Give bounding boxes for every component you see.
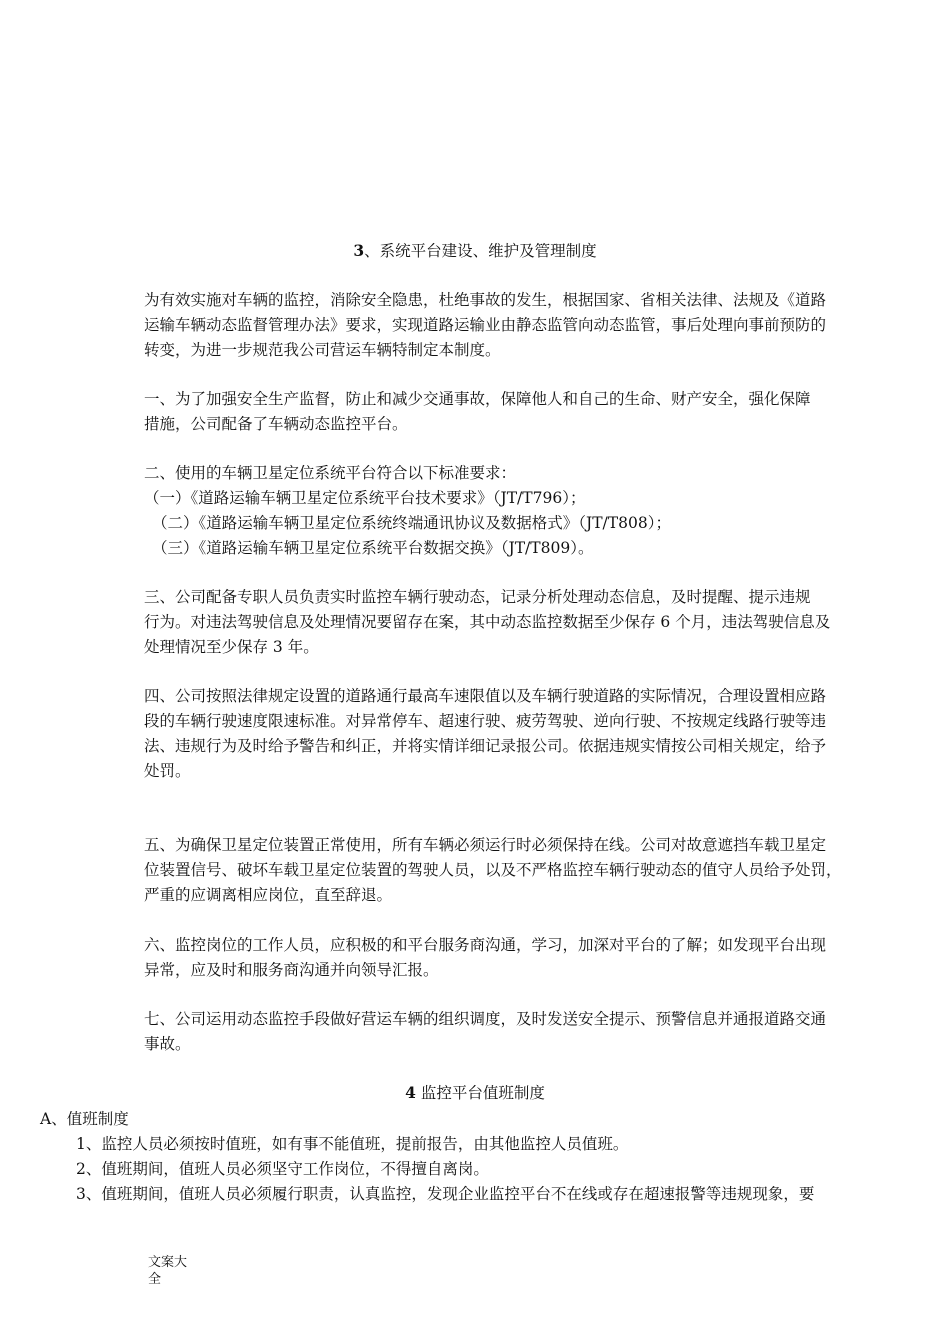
standard-item: （三）《道路运输车辆卫星定位系统平台数据交换》（JT/T809）。: [152, 539, 594, 557]
paragraph-line: 位装置信号、破坏车载卫星定位装置的驾驶人员，以及不严格监控车辆行驶动态的值守人员给予处罚，: [144, 861, 842, 879]
section-3-number: 3: [353, 241, 365, 260]
paragraph-line: 二、使用的车辆卫星定位系统平台符合以下标准要求：: [144, 464, 517, 482]
standard-item: （一）《道路运输车辆卫星定位系统平台技术要求》（JT/T796）；: [144, 489, 586, 507]
paragraph-line: 三、公司配备专职人员负责实时监控车辆行驶动态，记录分析处理动态信息，及时提醒、提示违规: [144, 588, 811, 606]
paragraph-line: 处理情况至少保存 3 年。: [144, 638, 319, 656]
paragraph-line: 运输车辆动态监督管理办法》要求，实现道路运输业由静态监管向动态监管，事后处理向事前预防的: [144, 316, 827, 334]
section-3-title: [0, 240, 950, 262]
paragraph-line: 异常，应及时和服务商沟通并向领导汇报。: [144, 961, 439, 979]
paragraph-line: 转变，为进一步规范我公司营运车辆特制定本制度。: [144, 341, 501, 359]
paragraph-line: 一、为了加强安全生产监督，防止和减少交通事故，保障他人和自己的生命、财产安全，强化保障: [144, 390, 811, 408]
paragraph-line: 为有效实施对车辆的监控，消除安全隐患，杜绝事故的发生，根据国家、省相关法律、法规及《道路: [144, 291, 827, 309]
paragraph-line: 段的车辆行驶速度限速标准。对异常停车、超速行驶、疲劳驾驶、逆向行驶、不按规定线路行驶等违: [144, 712, 827, 730]
paragraph-line: 法、违规行为及时给予警告和纠正，并将实情详细记录报公司。依据违规实情按公司相关规定，给予: [144, 737, 827, 755]
paragraph-line: 事故。: [144, 1035, 191, 1053]
section-4-title-text: 监控平台值班制度: [415, 1084, 545, 1102]
section-4-title: [0, 1082, 950, 1104]
duty-rule: 1、监控人员必须按时值班，如有事不能值班，提前报告，由其他监控人员值班。: [76, 1135, 629, 1153]
paragraph-line: 七、公司运用动态监控手段做好营运车辆的组织调度，及时发送安全提示、预警信息并通报道路交通: [144, 1010, 827, 1028]
section-3-title-text: 、系统平台建设、维护及管理制度: [364, 242, 597, 260]
duty-subheading: A、值班制度: [40, 1110, 129, 1128]
paragraph-line: 行为。对违法驾驶信息及处理情况要留存在案，其中动态监控数据至少保存 6 个月，违法驾驶信息及: [144, 613, 831, 631]
paragraph-line: 处罚。: [144, 762, 191, 780]
paragraph-line: 措施，公司配备了车辆动态监控平台。: [144, 415, 408, 433]
paragraph-line: 四、公司按照法律规定设置的道路通行最高车速限值以及车辆行驶道路的实际情况，合理设置相应路: [144, 687, 827, 705]
standard-item: （二）《道路运输车辆卫星定位系统终端通讯协议及数据格式》（JT/T808）；: [152, 514, 671, 532]
duty-rule: 3、值班期间，值班人员必须履行职责，认真监控，发现企业监控平台不在线或存在超速报警等违规现象，要: [76, 1185, 815, 1203]
paragraph-line: 六、监控岗位的工作人员，应积极的和平台服务商沟通，学习，加深对平台的了解；如发现平台出现: [144, 936, 827, 954]
duty-rule: 2、值班期间，值班人员必须坚守工作岗位，不得擅自离岗。: [76, 1160, 489, 1178]
paragraph-line: 严重的应调离相应岗位，直至辞退。: [144, 886, 393, 904]
section-4-number: 4: [405, 1083, 416, 1102]
paragraph-line: 五、为确保卫星定位装置正常使用，所有车辆必须运行时必须保持在线。公司对故意遮挡车载卫星定: [144, 836, 827, 854]
footer-text: 文案大全: [148, 1255, 188, 1287]
